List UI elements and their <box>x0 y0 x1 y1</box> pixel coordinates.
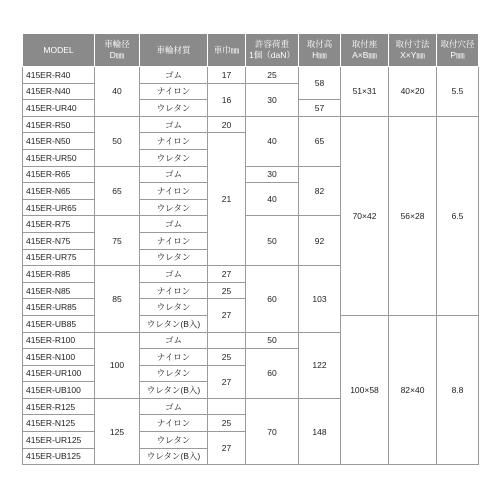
material-cell: ウレタン(B入) <box>140 448 208 465</box>
diameter-cell: 40 <box>95 67 140 117</box>
hole-cell: 6.5 <box>437 116 479 315</box>
model-cell: 415ER-R100 <box>23 332 95 349</box>
model-cell: 415ER-R85 <box>23 266 95 283</box>
height-cell: 103 <box>299 266 341 332</box>
header-wheel-diameter: 車輪径 D㎜ <box>95 34 140 67</box>
model-cell: 415ER-R125 <box>23 398 95 415</box>
height-cell: 148 <box>299 398 341 464</box>
model-cell: 415ER-N50 <box>23 133 95 150</box>
material-cell: ゴム <box>140 116 208 133</box>
height-cell: 92 <box>299 216 341 266</box>
diameter-cell: 75 <box>95 216 140 266</box>
diameter-cell: 50 <box>95 116 140 166</box>
width-cell: 27 <box>208 432 246 465</box>
width-cell <box>208 398 246 415</box>
material-cell: ウレタン(B入) <box>140 315 208 332</box>
width-cell: 20 <box>208 116 246 133</box>
material-cell: ゴム <box>140 216 208 233</box>
model-cell: 415ER-UR125 <box>23 432 95 449</box>
material-cell: ウレタン <box>140 149 208 166</box>
seat-cell: 70×42 <box>341 116 389 315</box>
material-cell: ナイロン <box>140 349 208 366</box>
material-cell: ウレタン <box>140 299 208 316</box>
diameter-cell: 65 <box>95 166 140 216</box>
header-wheel-width: 車巾㎜ <box>208 34 246 67</box>
model-cell: 415ER-UR65 <box>23 199 95 216</box>
header-wheel-material: 車輪材質 <box>140 34 208 67</box>
model-cell: 415ER-R50 <box>23 116 95 133</box>
load-cell: 30 <box>246 83 299 116</box>
model-cell: 415ER-UR100 <box>23 365 95 382</box>
mount-cell: 40×20 <box>389 67 437 117</box>
width-cell: 27 <box>208 299 246 332</box>
header-mount-height: 取付高 H㎜ <box>299 34 341 67</box>
load-cell: 50 <box>246 332 299 349</box>
diameter-cell: 100 <box>95 332 140 398</box>
model-cell: 415ER-N85 <box>23 282 95 299</box>
mount-cell: 56×28 <box>389 116 437 315</box>
diameter-cell: 125 <box>95 398 140 464</box>
model-cell: 415ER-UR85 <box>23 299 95 316</box>
height-cell: 58 <box>299 67 341 100</box>
model-cell: 415ER-N40 <box>23 83 95 100</box>
model-cell: 415ER-UB100 <box>23 382 95 399</box>
height-cell: 82 <box>299 166 341 216</box>
material-cell: ナイロン <box>140 183 208 200</box>
width-cell: 25 <box>208 349 246 366</box>
width-cell: 17 <box>208 67 246 84</box>
material-cell: ゴム <box>140 332 208 349</box>
mount-cell: 82×40 <box>389 315 437 464</box>
material-cell: ナイロン <box>140 282 208 299</box>
seat-cell: 100×58 <box>341 315 389 464</box>
material-cell: ナイロン <box>140 83 208 100</box>
model-cell: 415ER-UB125 <box>23 448 95 465</box>
model-cell: 415ER-R65 <box>23 166 95 183</box>
width-cell: 16 <box>208 83 246 116</box>
material-cell: ゴム <box>140 266 208 283</box>
width-cell: 27 <box>208 365 246 398</box>
load-cell: 40 <box>246 116 299 166</box>
header-row <box>23 34 479 67</box>
model-cell: 415ER-R75 <box>23 216 95 233</box>
width-cell: 25 <box>208 282 246 299</box>
caster-spec-table <box>22 33 479 465</box>
model-cell: 415ER-N65 <box>23 183 95 200</box>
model-cell: 415ER-N100 <box>23 349 95 366</box>
width-cell: 27 <box>208 266 246 283</box>
material-cell: ナイロン <box>140 415 208 432</box>
load-cell: 30 <box>246 166 299 183</box>
table-row <box>23 67 479 84</box>
load-cell: 60 <box>246 349 299 399</box>
material-cell: ウレタン <box>140 199 208 216</box>
load-cell: 25 <box>246 67 299 84</box>
load-cell: 40 <box>246 183 299 216</box>
width-cell: 25 <box>208 415 246 432</box>
material-cell: ウレタン <box>140 432 208 449</box>
model-cell: 415ER-N75 <box>23 232 95 249</box>
hole-cell: 5.5 <box>437 67 479 117</box>
material-cell: ゴム <box>140 67 208 84</box>
header-hole-diameter: 取付穴径 P㎜ <box>437 34 479 67</box>
header-allowable-load: 許容荷重 1個（daN） <box>246 34 299 67</box>
material-cell: ウレタン <box>140 249 208 266</box>
material-cell: ナイロン <box>140 133 208 150</box>
diameter-cell: 85 <box>95 266 140 332</box>
material-cell: ウレタン <box>140 100 208 117</box>
model-cell: 415ER-UR50 <box>23 149 95 166</box>
model-cell: 415ER-N125 <box>23 415 95 432</box>
model-cell: 415ER-R40 <box>23 67 95 84</box>
header-model: MODEL <box>23 34 95 67</box>
load-cell: 60 <box>246 266 299 332</box>
material-cell: ゴム <box>140 166 208 183</box>
header-mount-seat: 取付座 A×B㎜ <box>341 34 389 67</box>
width-cell: 21 <box>208 133 246 266</box>
model-cell: 415ER-UR75 <box>23 249 95 266</box>
hole-cell: 8.8 <box>437 315 479 464</box>
material-cell: ナイロン <box>140 232 208 249</box>
header-mount-dimensions: 取付寸法 X×Y㎜ <box>389 34 437 67</box>
table-body <box>23 67 479 465</box>
height-cell: 57 <box>299 100 341 117</box>
material-cell: ウレタン(B入) <box>140 382 208 399</box>
seat-cell: 51×31 <box>341 67 389 117</box>
model-cell: 415ER-UR40 <box>23 100 95 117</box>
material-cell: ウレタン <box>140 365 208 382</box>
load-cell: 70 <box>246 398 299 464</box>
width-cell <box>208 332 246 349</box>
material-cell: ゴム <box>140 398 208 415</box>
height-cell: 65 <box>299 116 341 166</box>
height-cell: 122 <box>299 332 341 398</box>
model-cell: 415ER-UB85 <box>23 315 95 332</box>
load-cell: 50 <box>246 216 299 266</box>
table-row <box>23 116 479 133</box>
